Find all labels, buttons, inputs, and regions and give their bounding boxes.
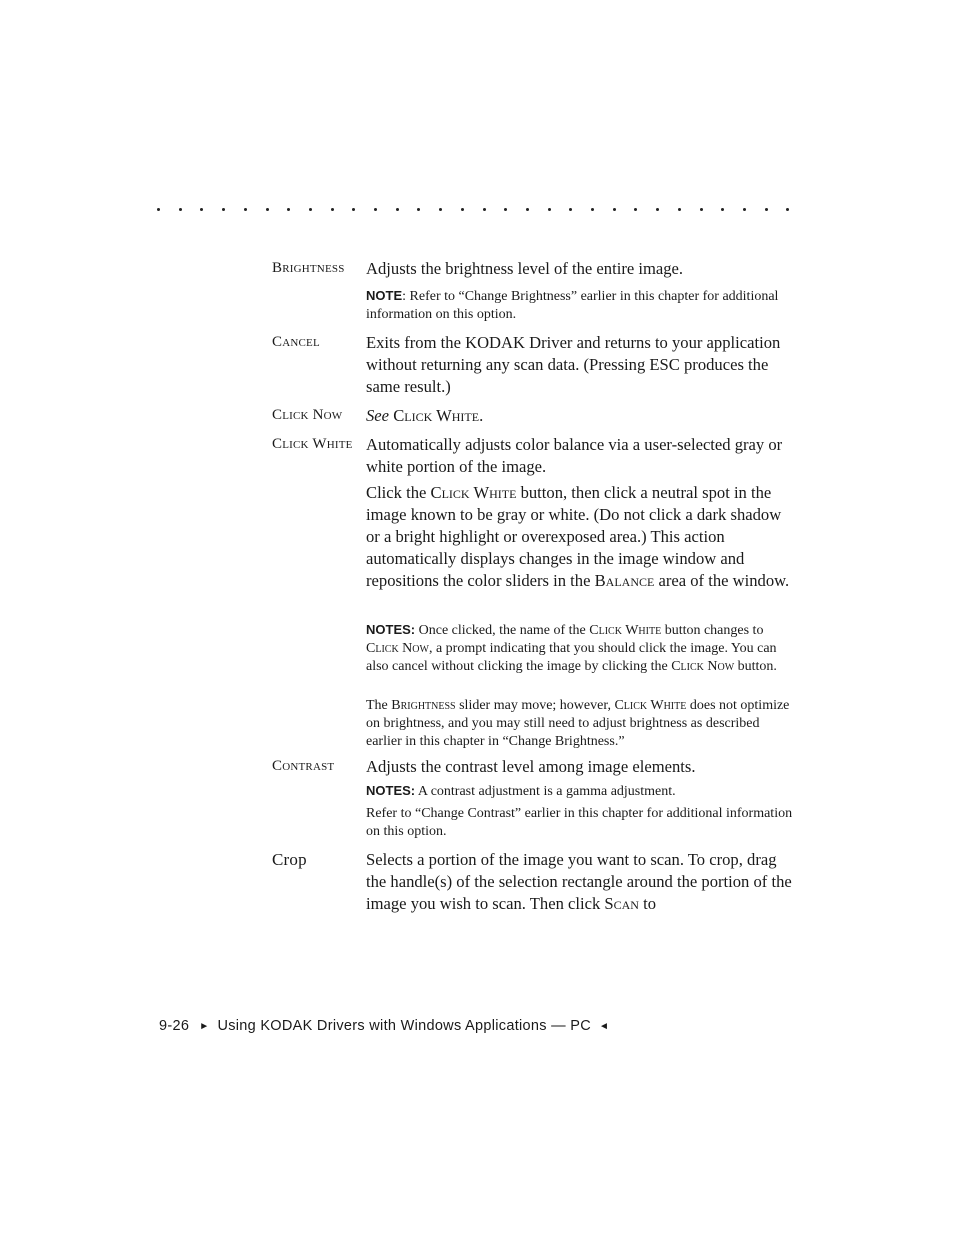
footer-title: Using KODAK Drivers with Windows Applications — PC xyxy=(217,1018,592,1034)
text: The xyxy=(366,698,392,713)
desc-contrast: Adjusts the contrast level among image elements. xyxy=(366,757,696,776)
notes-click-white-2 xyxy=(366,697,798,751)
desc-click-white: Automatically adjusts color balance via a user-selected gray or white portion of the image. xyxy=(366,435,783,476)
sc-click-white: Click White xyxy=(589,623,662,638)
note-text: : Refer to “Change Brightness” earlier in this chapter for additional information on this option. xyxy=(366,289,779,322)
text: does not optimize on brightness, and you may still need to adjust brightness as described earlier in this chapter in “Change Brightness.” xyxy=(366,698,790,749)
desc-cancel: Exits from the KODAK Driver and returns to your application without returning any scan data. (Pressing ESC produces the same result.) xyxy=(366,333,781,396)
rule-dot xyxy=(461,208,464,211)
rule-dot xyxy=(504,208,507,211)
term-click-now: Click Now xyxy=(272,407,343,423)
sc-click-white: Click White xyxy=(614,698,687,713)
left-triangle-icon: ◄ xyxy=(599,1021,610,1032)
rule-dot xyxy=(179,208,182,211)
sc-click-white: Click White xyxy=(430,483,517,502)
note-brightness xyxy=(366,287,798,324)
sc-click-now: Click Now xyxy=(671,659,735,674)
text: Once clicked, the name of the xyxy=(415,623,590,638)
rule-dot xyxy=(591,208,594,211)
rule-dot xyxy=(765,208,768,211)
rule-dot xyxy=(743,208,746,211)
rule-dot xyxy=(656,208,659,211)
rule-dot xyxy=(678,208,681,211)
desc-click-white-p2 xyxy=(366,482,798,592)
rule-dot xyxy=(396,208,399,211)
text: area of the window. xyxy=(654,571,790,590)
rule-dot xyxy=(331,208,334,211)
term-contrast: Contrast xyxy=(272,758,335,774)
rule-dot xyxy=(287,208,290,211)
term-click-white: Click White xyxy=(272,436,353,452)
rule-dot xyxy=(244,208,247,211)
text: to xyxy=(638,894,657,913)
term-brightness: Brightness xyxy=(272,260,345,276)
sc-balance: Balance xyxy=(594,571,655,590)
text: button, then click a neutral spot in the image known to be gray or white. (Do not click a dark shadow or a bright highlight or overexposed area.) This action automatically displays changes in the image window and repositions the color sliders in the xyxy=(366,483,782,590)
sc-brightness: Brightness xyxy=(391,698,456,713)
rule-dot xyxy=(352,208,355,211)
ref-click-white: Click White xyxy=(393,406,480,425)
rule-dot xyxy=(266,208,269,211)
rule-dot xyxy=(157,208,160,211)
text: A contrast adjustment is a gamma adjustment. xyxy=(415,784,676,799)
page-footer xyxy=(159,1018,609,1034)
notes-label: NOTES: xyxy=(366,622,416,637)
rule-dot xyxy=(721,208,724,211)
term-crop: Crop xyxy=(272,850,307,869)
rule-dot xyxy=(222,208,225,211)
text: , a prompt indicating that you should click the image. You can also cancel without clicking the image by clicking the xyxy=(366,641,777,674)
rule-dot xyxy=(526,208,529,211)
see-label: See xyxy=(366,406,390,425)
header-dot-rule xyxy=(157,206,797,218)
rule-dot xyxy=(634,208,637,211)
term-cancel: Cancel xyxy=(272,334,320,350)
rule-dot xyxy=(613,208,616,211)
rule-dot xyxy=(417,208,420,211)
sc-scan: Scan xyxy=(604,894,639,913)
notes-contrast-1 xyxy=(366,782,798,801)
text: button. xyxy=(734,659,777,674)
rule-dot xyxy=(483,208,486,211)
rule-dot xyxy=(374,208,377,211)
sc-click-now: Click Now xyxy=(366,641,429,656)
notes-click-white-1 xyxy=(366,621,798,676)
text: Selects a portion of the image you want to scan. To crop, drag the handle(s) of the selection rectangle around the portion of the image you wish to scan. Then click xyxy=(366,850,792,913)
page-number: 9-26 xyxy=(159,1018,190,1034)
text: Click the xyxy=(366,483,431,502)
desc-click-now xyxy=(366,405,798,427)
rule-dot xyxy=(548,208,551,211)
text: button changes to xyxy=(661,623,764,638)
notes-label: NOTES: xyxy=(366,783,416,798)
desc-crop xyxy=(366,849,798,915)
rule-dot xyxy=(309,208,312,211)
desc-brightness: Adjusts the brightness level of the entire image. xyxy=(366,259,684,278)
rule-dot xyxy=(786,208,789,211)
rule-dot xyxy=(439,208,442,211)
period: . xyxy=(479,406,484,425)
rule-dot xyxy=(200,208,203,211)
right-triangle-icon: ► xyxy=(199,1021,210,1032)
rule-dot xyxy=(700,208,703,211)
rule-dot xyxy=(569,208,572,211)
text: slider may move; however, xyxy=(455,698,615,713)
notes-contrast-2: Refer to “Change Contrast” earlier in this chapter for additional information on this option. xyxy=(366,806,793,839)
note-label: NOTE xyxy=(366,288,403,303)
